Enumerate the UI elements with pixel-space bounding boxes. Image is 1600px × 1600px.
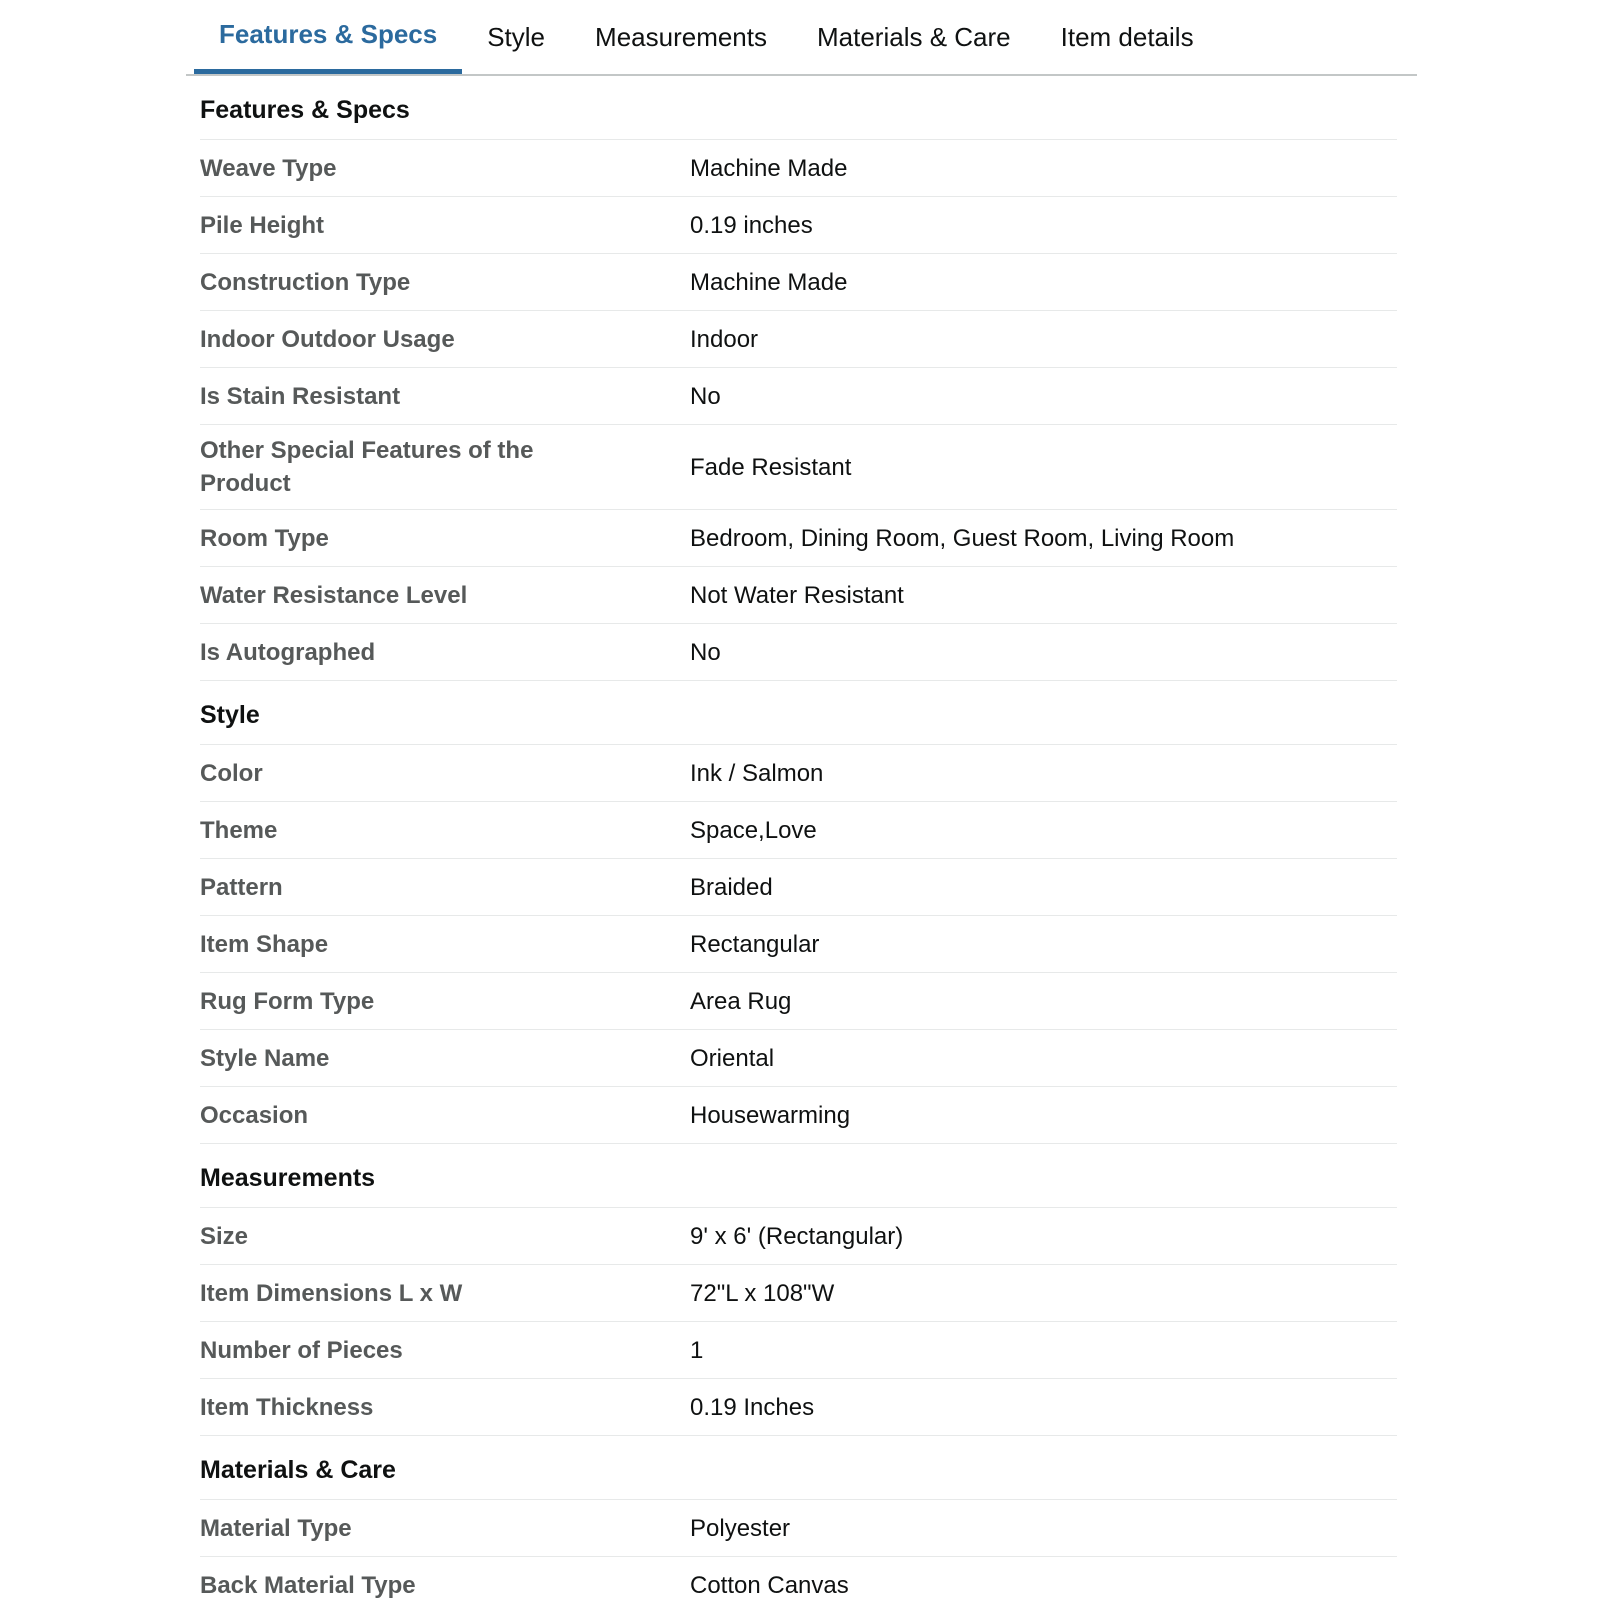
spec-row — [200, 1557, 1397, 1600]
spec-label: Indoor Outdoor Usage — [200, 325, 455, 353]
spec-value: 0.19 Inches — [690, 1393, 815, 1421]
spec-label: Theme — [200, 816, 278, 844]
spec-label: Occasion — [200, 1101, 309, 1129]
spec-label: Water Resistance Level — [200, 581, 468, 609]
spec-value: Ink / Salmon — [690, 759, 824, 787]
spec-value: Braided — [690, 873, 773, 901]
spec-value: No — [690, 382, 721, 410]
spec-row — [200, 1087, 1397, 1144]
spec-row — [200, 1208, 1397, 1265]
spec-row — [200, 1322, 1397, 1379]
tab-materials-care[interactable]: Materials & Care — [817, 21, 1011, 52]
spec-row — [200, 311, 1397, 368]
tab-bar — [186, 0, 1417, 76]
spec-label: Rug Form Type — [200, 987, 375, 1015]
spec-row — [200, 425, 1397, 510]
spec-row — [200, 197, 1397, 254]
spec-label: Pattern — [200, 873, 283, 901]
spec-label: Is Stain Resistant — [200, 382, 401, 410]
spec-label: Style Name — [200, 1044, 330, 1072]
section-title-measurements: Measurements — [200, 1144, 1397, 1208]
product-specs-panel — [186, 0, 1417, 1600]
spec-value: Housewarming — [690, 1101, 851, 1129]
spec-value: 0.19 inches — [690, 211, 813, 239]
spec-label: Construction Type — [200, 268, 411, 296]
spec-label: Item Dimensions L x W — [200, 1279, 463, 1307]
spec-value: Machine Made — [690, 154, 848, 182]
spec-row — [200, 1265, 1397, 1322]
spec-row — [200, 916, 1397, 973]
spec-row — [200, 140, 1397, 197]
spec-label: Weave Type — [200, 154, 337, 182]
spec-value: Machine Made — [690, 268, 848, 296]
spec-row — [200, 859, 1397, 916]
tab-style[interactable]: Style — [487, 21, 546, 52]
spec-label: Color — [200, 759, 263, 787]
section-title-features-specs: Features & Specs — [200, 76, 1397, 140]
spec-row — [200, 567, 1397, 624]
spec-value: 72"L x 108"W — [690, 1279, 835, 1307]
spec-label: Number of Pieces — [200, 1336, 403, 1364]
spec-row — [200, 1030, 1397, 1087]
section-title-style: Style — [200, 681, 1397, 745]
spec-row — [200, 510, 1397, 567]
spec-label: Pile Height — [200, 211, 325, 239]
tab-features-specs[interactable]: Features & Specs — [194, 0, 462, 74]
spec-value: Oriental — [690, 1044, 775, 1072]
spec-row — [200, 254, 1397, 311]
spec-row — [200, 1379, 1397, 1436]
spec-label: Material Type — [200, 1514, 352, 1542]
spec-value: Indoor — [690, 325, 759, 353]
spec-row — [200, 973, 1397, 1030]
spec-value: Rectangular — [690, 930, 820, 958]
spec-label: Size — [200, 1222, 249, 1250]
spec-label: Is Autographed — [200, 638, 376, 666]
spec-value: Polyester — [690, 1514, 791, 1542]
spec-row — [200, 802, 1397, 859]
spec-row — [200, 1500, 1397, 1557]
spec-value: Cotton Canvas — [690, 1571, 849, 1599]
section-title-materials-care: Materials & Care — [200, 1436, 1397, 1500]
spec-row — [200, 368, 1397, 425]
spec-value: Fade Resistant — [690, 453, 852, 481]
spec-label: Back Material Type — [200, 1571, 416, 1599]
spec-row — [200, 745, 1397, 802]
spec-value: Bedroom, Dining Room, Guest Room, Living Room — [690, 524, 1235, 552]
spec-value: Not Water Resistant — [690, 581, 904, 609]
spec-label: Item Thickness — [200, 1393, 374, 1421]
tab-measurements[interactable]: Measurements — [595, 21, 767, 52]
spec-value: Space,Love — [690, 816, 817, 844]
spec-table — [200, 76, 1397, 1600]
tab-item-details[interactable]: Item details — [1060, 21, 1194, 52]
spec-row — [200, 624, 1397, 681]
spec-value: Area Rug — [690, 987, 792, 1015]
spec-value: 9' x 6' (Rectangular) — [690, 1222, 904, 1250]
spec-label: Item Shape — [200, 930, 329, 958]
spec-value: No — [690, 638, 721, 666]
spec-value: 1 — [690, 1336, 704, 1364]
spec-label: Room Type — [200, 524, 329, 552]
spec-label: Other Special Features of the Product — [200, 437, 534, 497]
